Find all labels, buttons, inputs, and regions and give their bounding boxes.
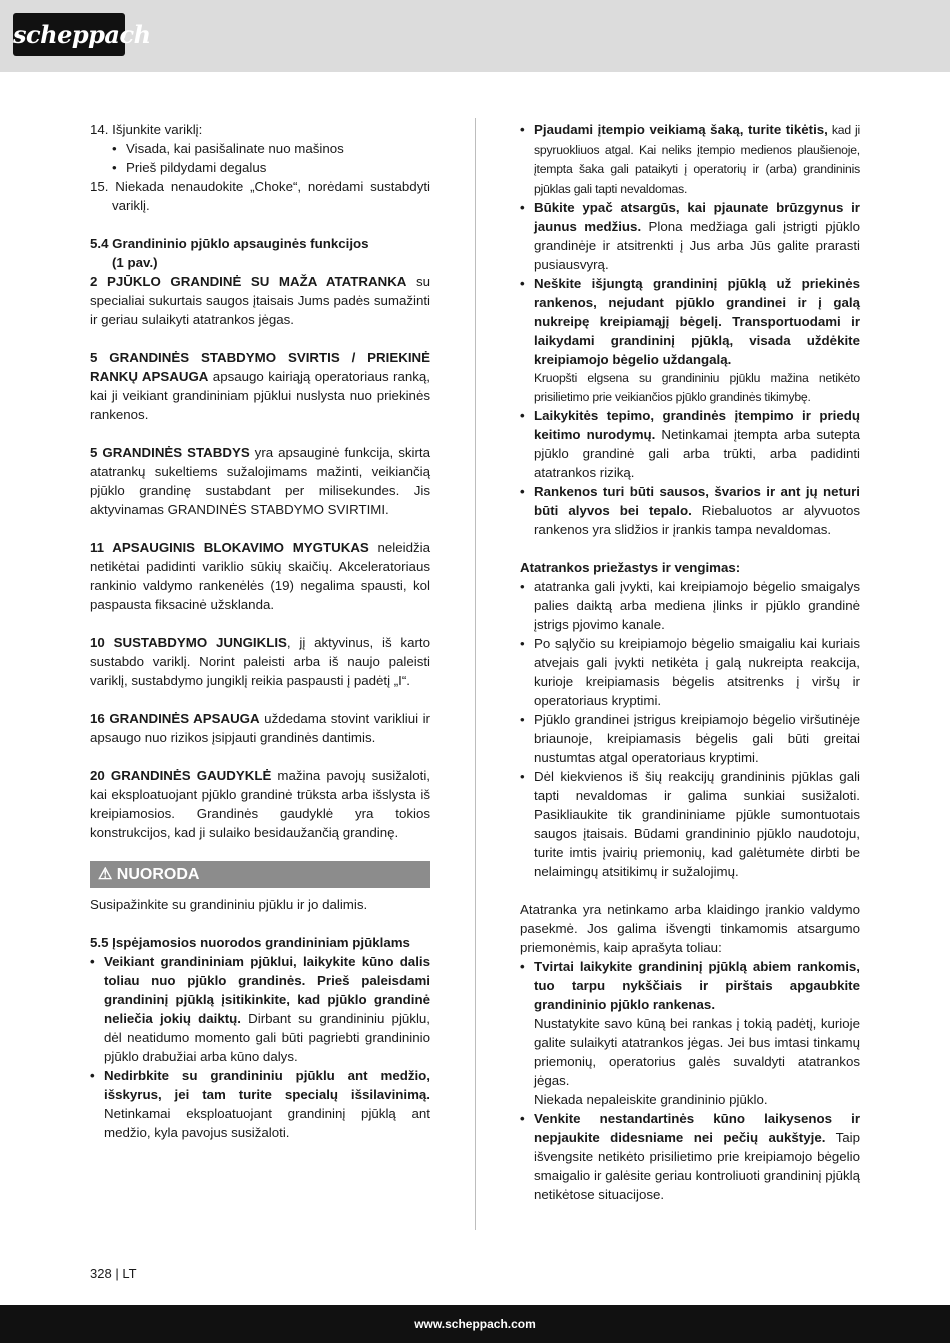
paragraph xyxy=(90,633,430,690)
separator: | xyxy=(115,1266,119,1281)
column-divider xyxy=(475,118,476,1230)
bullet-item xyxy=(520,406,860,482)
note-banner xyxy=(90,861,430,888)
term: 2 PJŪKLO GRANDINĖ SU MAŽA ATATRANKA xyxy=(90,274,407,289)
description: apsaugo kairiąją operatoriaus ranką, kai ji veikiant grandininiam pjūklui nuslysta nuo priekinės rankenos. xyxy=(90,369,430,422)
section-heading-5-4-sub: (1 pav.) xyxy=(112,255,158,270)
paragraph xyxy=(90,538,430,614)
paragraph xyxy=(90,272,430,329)
left-column xyxy=(90,120,430,1142)
bullet-item xyxy=(90,952,430,1066)
term: 16 GRANDINĖS APSAUGA xyxy=(90,711,260,726)
bullet-text: Riebaluotos ar alyvuotos rankenos yra slidžios ir įrankis tampa nevaldomas. xyxy=(534,503,860,537)
bullet-bold: Venkite nestandartinės kūno laikysenos ir nepjaukite didesniame nei pečių aukštyje. xyxy=(534,1111,860,1145)
description: mažina pavojų susižaloti, kai eksploatuojant pjūklo grandinė trūksta arba išslysta iš kreipiamosios. Grandinės gaudyklė yra tokios konstrukcijos, kad ji sulaiko besidaužančią grandinę. xyxy=(90,768,430,840)
paragraph xyxy=(90,709,430,747)
term: 5 GRANDINĖS STABDYS xyxy=(90,445,250,460)
page-number-value: 328 xyxy=(90,1266,112,1281)
page-footer xyxy=(0,1305,950,1343)
bullet-item: • atatranka gali įvykti, kai kreipiamojo bėgelio smaigalys palies daiktą arba mediena įlinks ir pjūklo grandinė įstrigs pjovimo kanale. xyxy=(520,577,860,634)
bullet-item xyxy=(520,482,860,539)
bullet-text: Taip išvengsite netikėto prisilietimo prie kreipiamojo bėgelio smaigalio ir galėsite geriau kontroliuoti grandininį pjūklą netikėtose situacijose. xyxy=(534,1130,860,1202)
bullet-text: Plona medžiaga gali įstrigti pjūklo grandinėje ir atsitrenkti į Jus arba Jūs galite prarasti pusiausvyrą. xyxy=(534,219,860,272)
website-link[interactable]: www.scheppach.com xyxy=(414,1317,536,1331)
bullet-bold: Nedirbkite su grandininiu pjūklu ant medžio, išskyrus, jei tam turite specialų išsilavinimą. xyxy=(104,1068,430,1102)
note-title: NUORODA xyxy=(116,866,200,883)
term: 11 APSAUGINIS BLOKAVIMO MYGTUKAS xyxy=(90,540,369,555)
bullet-continuation: Kruopšti elgsena su grandininiu pjūklu mažina netikėto prisilietimo prie veikiančios pjūklo grandinės tikimybę. xyxy=(534,371,860,404)
bullet-item: • Dėl kiekvienos iš šių reakcijų grandininis pjūklas gali tapti nevaldomas ir galima sunkiai susižaloti. Pasikliaukite tik grandininiame pjūkle sumontuotais saugos įtaisais. Būdami grandininio pjūklo naudotoju, turite imtis įvairių priemonių, kad galėtumėte dirbti be nelaimingų atsitikimų ir sužalojimų. xyxy=(520,767,860,881)
bullet-item: • Po sąlyčio su kreipiamojo bėgelio smaigaliu kai kuriais atvejais gali įvykti netikėta į galą nukreipta reakcija, kurioje kreipiamasis bėgelis atsitrenks į viršų ir operatoriaus kryptimi. xyxy=(520,634,860,710)
bullet-text: Netinkamai eksploatuojant grandininį pjūklą ant medžio, kyla pavojus susižaloti. xyxy=(104,1106,430,1140)
list-item-15: 15. Niekada nenaudokite „Choke“, norėdami sustabdyti variklį. xyxy=(90,179,430,213)
term: 20 GRANDINĖS GAUDYKLĖ xyxy=(90,768,272,783)
language-code: LT xyxy=(122,1266,137,1281)
scheppach-logo: scheppach xyxy=(13,13,125,56)
description: uždedama stovint varikliui ir apsaugo nuo rizikos įsipjauti grandinės dantimis. xyxy=(90,711,430,745)
note-text: Susipažinkite su grandininiu pjūklu ir jo dalimis. xyxy=(90,897,368,912)
bullet-item: • Pjūklo grandinei įstrigus kreipiamojo bėgelio viršutinėje briaunoje, kreipiamasis bėgelis gali būti greitai nustumtas atgal operatoriaus kryptimi. xyxy=(520,710,860,767)
paragraph xyxy=(90,348,430,424)
bullet-continuation: Niekada nepaleiskite grandininio pjūklo. xyxy=(534,1092,768,1107)
bullet-item xyxy=(520,198,860,274)
page-header xyxy=(0,0,950,72)
paragraph xyxy=(90,443,430,519)
bullet-bold: Neškite išjungtą grandininį pjūklą už priekinės rankenos, nejudant pjūklo grandinei ir į galą nukreipę kreipiamąjį bėgelį. Transportuodami ir laikydami grandininį pjūklą, visada uždėkite kreipiamojo bėgelio uždangalą. xyxy=(534,276,860,367)
bullet-item xyxy=(520,1109,860,1204)
bullet-item xyxy=(520,957,860,1014)
description: su specialiai sukurtais saugos įtaisais Jums padės sumažinti ir geriau sulaikyti atatrankos jėgas. xyxy=(90,274,431,327)
bullet-item xyxy=(520,274,860,369)
bullet-bold: Laikykitės tepimo, grandinės įtempimo ir priedų keitimo nurodymų. xyxy=(534,408,860,442)
bullet-bold: Rankenos turi būti sausos, švarios ir ant jų neturi būti alyvos bei tepalo. xyxy=(534,484,860,518)
bullet-bold: Veikiant grandininiam pjūklui, laikykite kūno dalis toliau nuo pjūklo grandinės. Prieš paleisdami grandininį pjūklą įsitikinkite, kad pjūklo grandinė neliečia jokių daiktų. xyxy=(104,954,430,1026)
paragraph: Atatranka yra netinkamo arba klaidingo įrankio valdymo pasekmė. Jos galima išvengti tinkamomis atsargumo priemonėmis, kaip aprašyta toliau: xyxy=(520,902,860,955)
list-subitem: • Prieš pildydami degalus xyxy=(90,158,430,177)
description: , jį aktyvinus, iš karto sustabdo variklį. Norint paleisti arba iš naujo paleisti variklį, sustabdymo jungiklį reikia paspausti į padėtį „I“. xyxy=(90,635,430,688)
description: neleidžia netikėtai padidinti variklio sūkių skaičių. Akceleratoriaus rankinio valdymo rankenėlės (19) negalima spausti, kol paspausta fiksacinė užsklanda. xyxy=(90,540,430,612)
bullet-text: Netinkamai įtempta arba sutepta pjūklo grandinė gali arba trūkti, arba padidinti atatrankos riziką. xyxy=(534,427,861,480)
page-number xyxy=(90,1266,137,1281)
paragraph xyxy=(90,766,430,842)
right-column xyxy=(520,120,860,1204)
term: 10 SUSTABDYMO JUNGIKLIS xyxy=(90,635,287,650)
list-item-14: 14. Išjunkite variklį: xyxy=(90,122,203,137)
bullet-item xyxy=(90,1066,430,1142)
bullet-bold: Būkite ypač atsargūs, kai pjaunate brūzgynus ir jaunus medžius. xyxy=(534,200,860,234)
description: yra apsauginė funkcija, skirta atatrankų sukeltiems sužalojimams mažinti, veikiančią pjūklo grandinę sustabdant per milisekundes. Jis aktyvinamas GRANDINĖS STABDYMO SVIRTIMI. xyxy=(90,445,431,517)
section-heading-5-4: 5.4 Grandininio pjūklo apsauginės funkcijos xyxy=(90,236,369,251)
warning-icon: ⚠ xyxy=(98,866,113,883)
bullet-bold: Pjaudami įtempio veikiamą šaką, turite tikėtis, xyxy=(534,122,828,137)
bullet-text: kad ji spyruokliuos atgal. Kai neliks įtempio medienos plaušienoje, įtempta šaka gali pataikyti į operatorių ir (arba) grandininis pjūklas gali tapti nevaldomas. xyxy=(534,123,861,196)
subsection-heading: Atatrankos priežastys ir vengimas: xyxy=(520,560,741,575)
list-subitem: • Visada, kai pasišalinate nuo mašinos xyxy=(90,139,430,158)
term: 5 GRANDINĖS STABDYMO SVIRTIS / PRIEKINĖ RANKŲ APSAUGA xyxy=(90,350,430,384)
bullet-continuation: Nustatykite savo kūną bei rankas į tokią padėtį, kurioje galite sulaikyti atatrankos jėgas. Jei bus imtasi tinkamų priemonių, operatorius galės suvaldyti atatrankos jėgas. xyxy=(534,1016,860,1088)
bullet-item xyxy=(520,120,860,198)
bullet-bold: Tvirtai laikykite grandininį pjūklą abiem rankomis, tuo tarpu nykščiais ir pirštais apgaubkite grandininio pjūklo rankenas. xyxy=(534,959,860,1012)
section-heading-5-5: 5.5 Įspėjamosios nuorodos grandininiam pjūklams xyxy=(90,935,410,950)
bullet-text: Dirbant su grandininiu pjūklu, dėl neatidumo momento gali būti pagriebti grandininio pjūklo drabužiai arba kūno dalys. xyxy=(104,1011,430,1064)
